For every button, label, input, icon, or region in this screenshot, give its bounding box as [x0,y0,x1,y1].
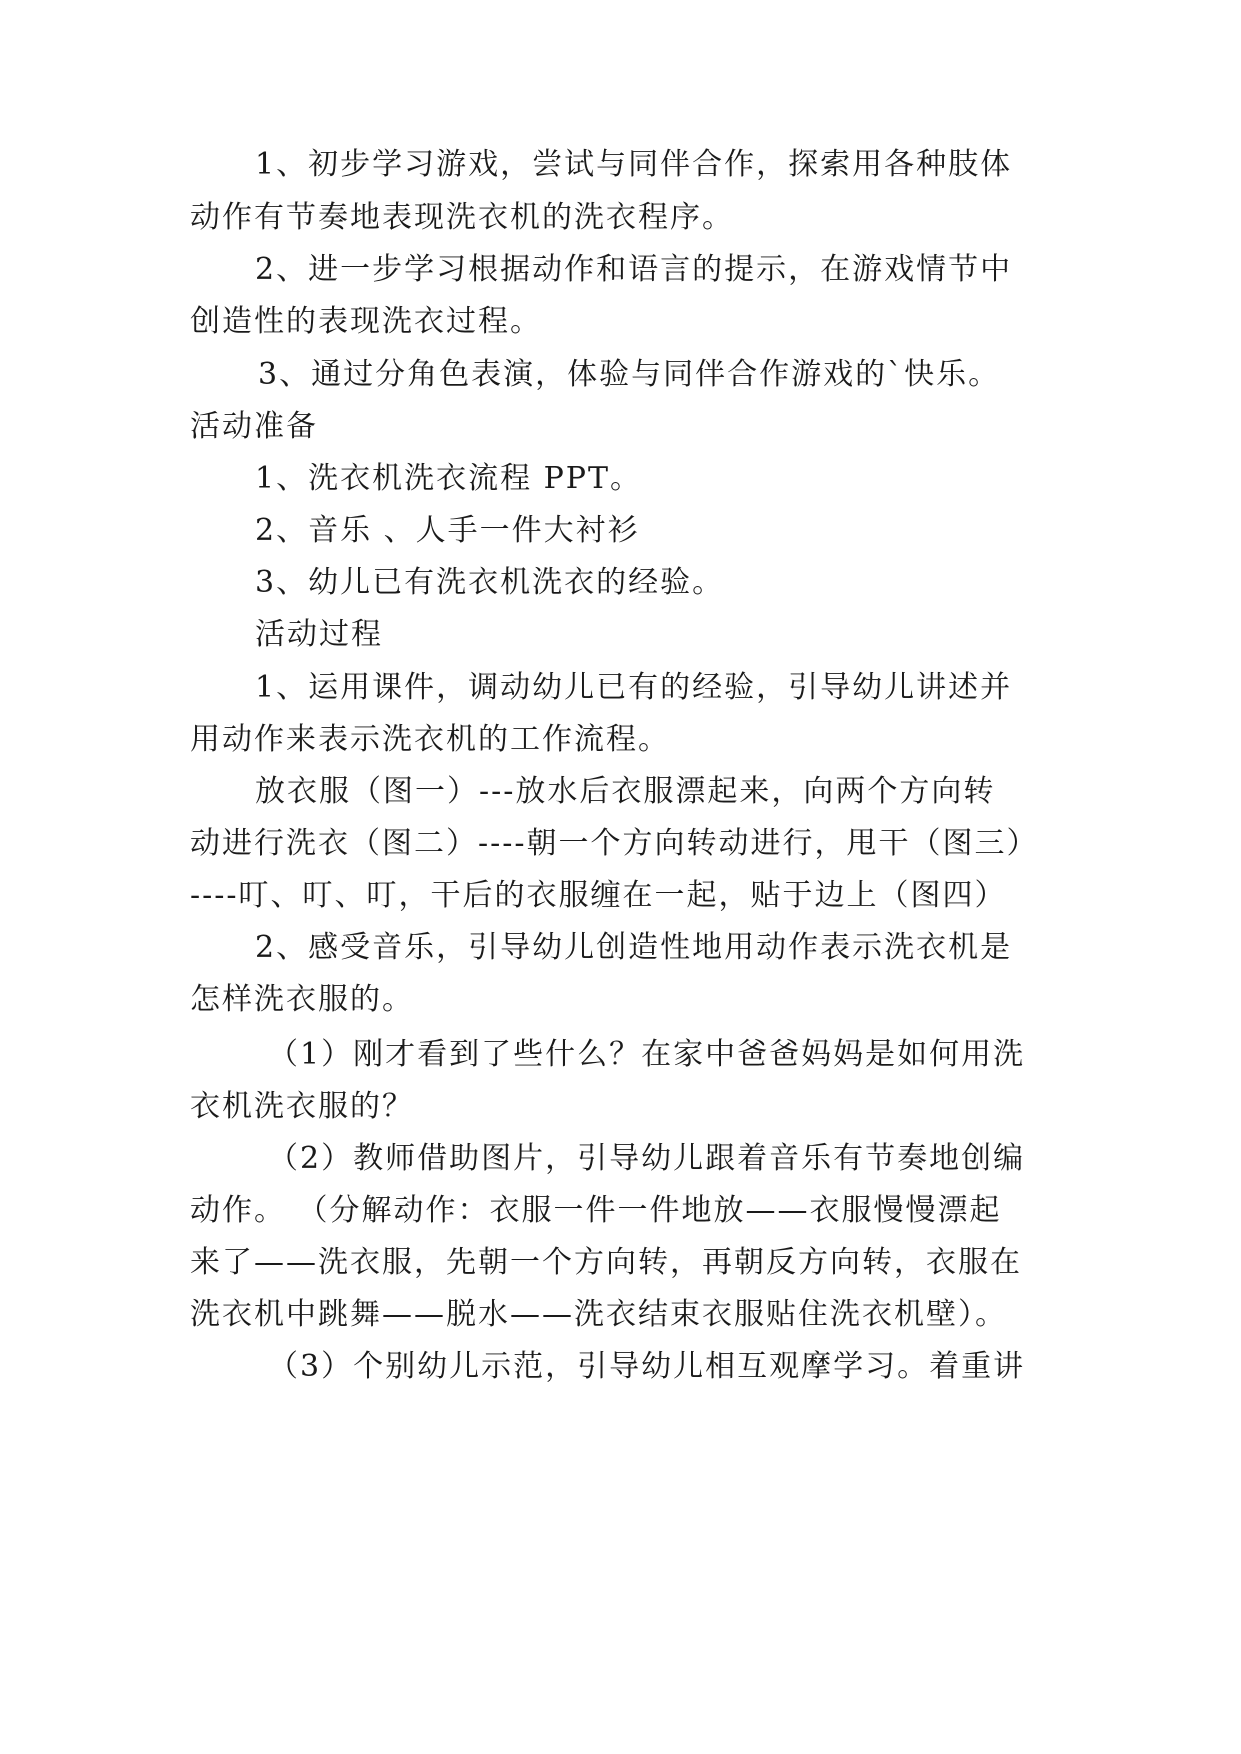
text-line: 动作有节奏地表现洗衣机的洗衣程序。 [190,200,734,235]
text-line: 创造性的表现洗衣过程。 [190,304,542,339]
text-line: 1、洗衣机洗衣流程 PPT。 [255,461,643,496]
text-line: 2、进一步学习根据动作和语言的提示，在游戏情节中 [255,252,1013,287]
text-line: 1、初步学习游戏，尝试与同伴合作，探索用各种肢体 [255,147,1013,182]
text-line: 动作。 （分解动作：衣服一件一件地放——衣服慢慢漂起 [190,1193,1002,1228]
text-line: 放衣服（图一）---放水后衣服漂起来，向两个方向转 [255,774,996,809]
section-heading: 活动过程 [255,617,383,652]
text-line: 2、音乐 、人手一件大衬衫 [255,513,640,548]
text-line: 怎样洗衣服的。 [190,982,414,1017]
text-line: 1、运用课件，调动幼儿已有的经验，引导幼儿讲述并 [255,670,1013,705]
text-line: 3、通过分角色表演，体验与同伴合作游戏的`快乐。 [258,357,1001,392]
text-line: 衣机洗衣服的？ [190,1089,414,1124]
text-line: 动进行洗衣（图二）----朝一个方向转动进行，甩干（图三） [190,826,1039,861]
text-line: （2）教师借助图片，引导幼儿跟着音乐有节奏地创编 [268,1141,1026,1176]
text-line: ----叮、叮、叮，干后的衣服缠在一起，贴于边上（图四） [190,878,1007,913]
text-line: 来了——洗衣服，先朝一个方向转，再朝反方向转，衣服在 [190,1245,1022,1280]
text-line: 洗衣机中跳舞——脱水——洗衣结束衣服贴住洗衣机壁）。 [190,1297,1007,1332]
text-line: 2、感受音乐，引导幼儿创造性地用动作表示洗衣机是 [255,930,1013,965]
text-line: 用动作来表示洗衣机的工作流程。 [190,722,670,757]
section-heading: 活动准备 [190,409,318,444]
text-line: （3）个别幼儿示范，引导幼儿相互观摩学习。着重讲 [268,1349,1026,1384]
text-line: 3、幼儿已有洗衣机洗衣的经验。 [255,565,725,600]
text-line: （1）刚才看到了些什么？在家中爸爸妈妈是如何用洗 [268,1037,1026,1072]
